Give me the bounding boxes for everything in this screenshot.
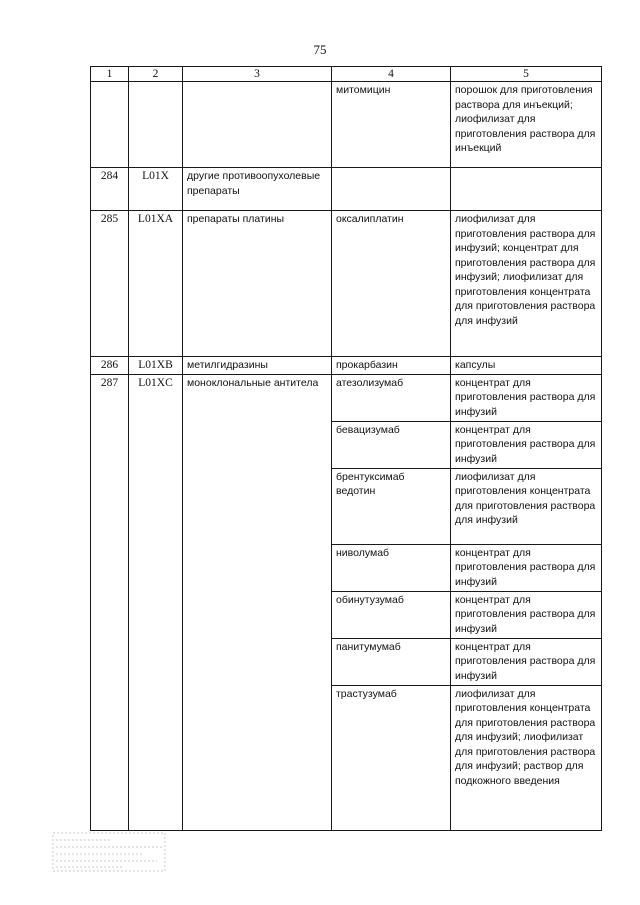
drug-name: панитумумаб: [332, 638, 451, 685]
drug-name: обинутузумаб: [332, 591, 451, 638]
drug-name: [332, 168, 451, 211]
drug-name: оксалиплатин: [332, 211, 451, 357]
dosage-forms: [451, 168, 602, 211]
drug-name: митомицин: [332, 82, 451, 168]
row-number: 284: [91, 168, 129, 211]
dosage-forms: капсулы: [451, 357, 602, 375]
table-row: [91, 374, 602, 421]
faint-stamp: [52, 832, 166, 872]
dosage-forms: лиофилизат для приготовления концентрата для приготовления раствора для инфузий: [451, 468, 602, 544]
row-number: [91, 82, 129, 168]
dosage-forms: концентрат для приготовления раствора для инфузий: [451, 374, 602, 421]
dosage-forms: концентрат для приготовления раствора для инфузий: [451, 421, 602, 468]
table-row: [91, 82, 602, 168]
dosage-forms: концентрат для приготовления раствора для инфузий: [451, 638, 602, 685]
dosage-forms: концентрат для приготовления раствора для инфузий: [451, 591, 602, 638]
drug-name: трастузумаб: [332, 685, 451, 830]
column-header: 4: [332, 67, 451, 82]
group-name: другие противоопухолевые препараты: [183, 168, 332, 211]
group-name: моноклональные антитела: [183, 374, 332, 830]
column-header: 5: [451, 67, 602, 82]
page-number: 75: [313, 42, 327, 57]
drug-name: атезолизумаб: [332, 374, 451, 421]
drug-table: [90, 66, 602, 831]
atc-code: L01XB: [129, 357, 183, 375]
row-number: 287: [91, 374, 129, 830]
group-name: [183, 82, 332, 168]
row-number: 285: [91, 211, 129, 357]
dosage-forms: порошок для приготовления раствора для инъекций; лиофилизат для приготовления раствора для инъекций: [451, 82, 602, 168]
drug-name: брентуксимаб ведотин: [332, 468, 451, 544]
atc-code: L01X: [129, 168, 183, 211]
table-row: [91, 168, 602, 211]
atc-code: L01XA: [129, 211, 183, 357]
column-header: 3: [183, 67, 332, 82]
table-row: [91, 357, 602, 375]
column-header: 2: [129, 67, 183, 82]
row-number: 286: [91, 357, 129, 375]
atc-code: [129, 82, 183, 168]
drug-name: бевацизумаб: [332, 421, 451, 468]
atc-code: L01XC: [129, 374, 183, 830]
column-header: 1: [91, 67, 129, 82]
table-header-row: [91, 67, 602, 82]
drug-name: прокарбазин: [332, 357, 451, 375]
drug-name: ниволумаб: [332, 544, 451, 591]
dosage-forms: концентрат для приготовления раствора для инфузий: [451, 544, 602, 591]
dosage-forms: лиофилизат для приготовления концентрата для приготовления раствора для инфузий; лиофилизат для приготовления раствора для инфузий; раствор для подкожного введения: [451, 685, 602, 830]
table-row: [91, 211, 602, 357]
group-name: препараты платины: [183, 211, 332, 357]
group-name: метилгидразины: [183, 357, 332, 375]
dosage-forms: лиофилизат для приготовления раствора для инфузий; концентрат для приготовления раствора для инфузий; лиофилизат для приготовления концентрата для приготовления раствора для инфузий: [451, 211, 602, 357]
